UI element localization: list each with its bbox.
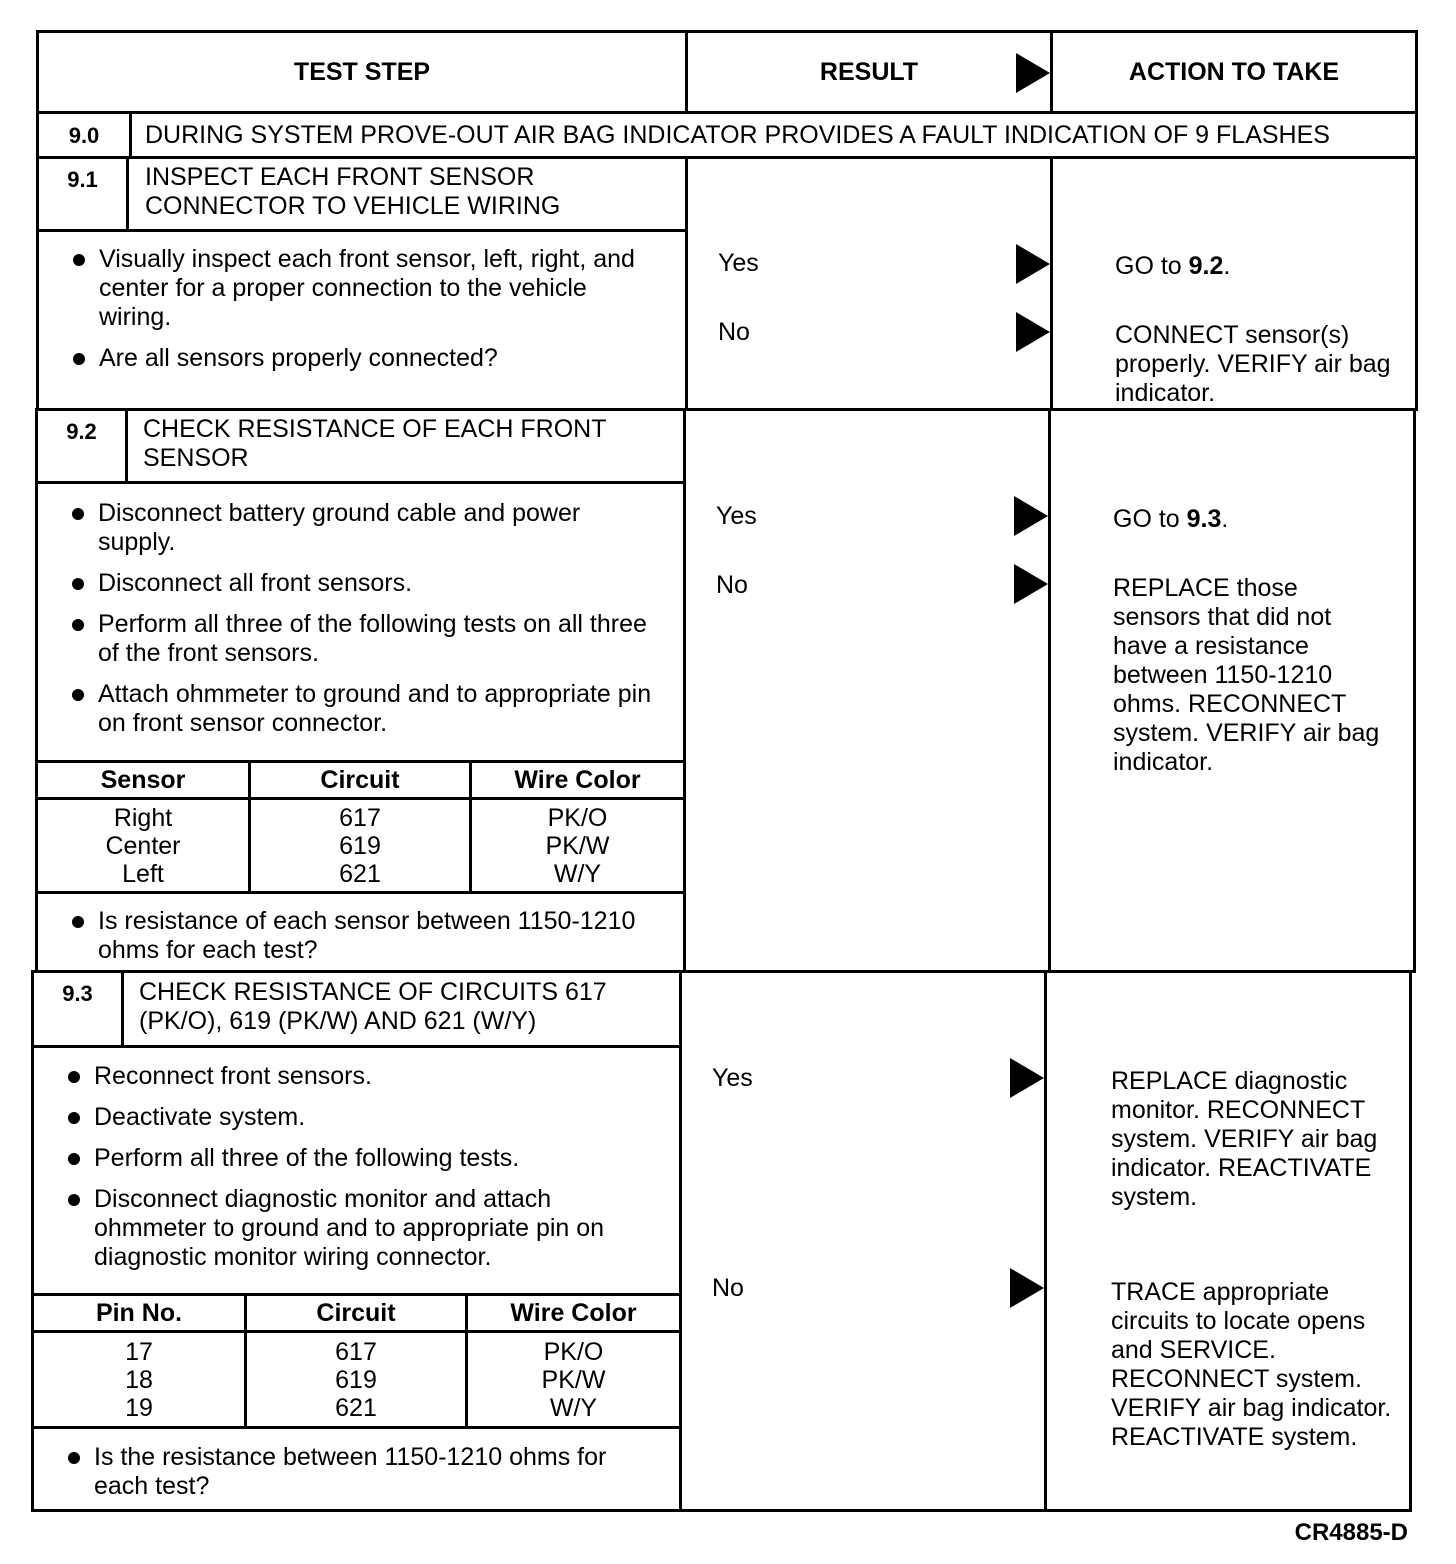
- header-action: ACTION TO TAKE: [1050, 30, 1418, 114]
- result-yes: Yes: [718, 249, 759, 277]
- question: Is resistance of each sensor between 1150-1210 ohms for each test?: [64, 907, 664, 965]
- col-header: Circuit: [250, 762, 471, 799]
- wire-color-cell: PK/O PK/W W/Y: [471, 799, 685, 893]
- circuit-cell: 617 619 621: [246, 1332, 467, 1428]
- bullet: Perform all three of the following tests on all three of the front sensors.: [64, 610, 664, 668]
- bullet: Disconnect battery ground cable and power supply.: [64, 499, 664, 557]
- bullet: Attach ohmmeter to ground and to appropriate pin on front sensor connector.: [64, 680, 664, 738]
- col-header: Pin No.: [33, 1295, 246, 1332]
- figure-id: CR4885-D: [1294, 1519, 1408, 1546]
- arrow-icon: [1016, 312, 1050, 352]
- step-title: INSPECT EACH FRONT SENSOR CONNECTOR TO VEHICLE WIRING: [145, 163, 561, 220]
- result-yes: Yes: [712, 1064, 753, 1092]
- action-yes: GO to 9.3.: [1113, 505, 1229, 533]
- step-9-2-action: [1048, 408, 1416, 973]
- result-no: No: [716, 571, 748, 599]
- bullet: Visually inspect each front sensor, left, right, and center for a proper connection to the vehicle wiring.: [65, 245, 665, 332]
- arrow-icon: [1010, 1268, 1044, 1308]
- step-9-3-action: [1044, 970, 1412, 1512]
- arrow-icon: [1016, 244, 1050, 284]
- step-9-2-result: [683, 408, 1051, 973]
- step-9-1-test: [36, 156, 688, 411]
- step-number: 9.3: [34, 973, 124, 1045]
- step-number: 9.1: [39, 159, 129, 229]
- result-yes: Yes: [716, 502, 757, 530]
- action-yes: REPLACE diagnostic monitor. RECONNECT system. VERIFY air bag indicator. REACTIVATE system.: [1111, 1067, 1378, 1211]
- sensor-table: [35, 760, 686, 894]
- col-header: Sensor: [37, 762, 250, 799]
- step-9-1-action: [1050, 156, 1418, 411]
- header-result: RESULT: [685, 30, 1053, 114]
- bullet: Perform all three of the following tests.: [60, 1144, 660, 1173]
- arrow-icon: [1016, 53, 1050, 93]
- action-no: REPLACE those sensors that did not have a resistance between 1150-1210 ohms. RECONNECT system. VERIFY air bag indicator.: [1113, 574, 1380, 776]
- step-9-3-result: [679, 970, 1047, 1512]
- step-9-0-row: [36, 111, 1418, 159]
- circuit-cell: 617 619 621: [250, 799, 471, 893]
- step-number: 9.0: [39, 114, 132, 156]
- header-test-step: TEST STEP: [36, 30, 688, 114]
- sensor-cell: Right Center Left: [37, 799, 250, 893]
- action-no: CONNECT sensor(s) properly. VERIFY air bag indicator.: [1115, 321, 1391, 407]
- bullet: Disconnect diagnostic monitor and attach ohmmeter to ground and to appropriate pin on diagnostic monitor wiring connector.: [60, 1185, 660, 1272]
- bullet: Are all sensors properly connected?: [65, 344, 665, 373]
- arrow-icon: [1014, 564, 1048, 604]
- bullet: Disconnect all front sensors.: [64, 569, 664, 598]
- bullet: Deactivate system.: [60, 1103, 660, 1132]
- wire-color-cell: PK/O PK/W W/Y: [467, 1332, 681, 1428]
- step-title: CHECK RESISTANCE OF CIRCUITS 617 (PK/O), 619 (PK/W) AND 621 (W/Y): [139, 978, 607, 1035]
- step-title: CHECK RESISTANCE OF EACH FRONT SENSOR: [143, 415, 607, 472]
- arrow-icon: [1014, 496, 1048, 536]
- pin-cell: 17 18 19: [33, 1332, 246, 1428]
- step-9-1-result: [685, 156, 1053, 411]
- question: Is the resistance between 1150-1210 ohms for each test?: [60, 1443, 660, 1501]
- pin-table: [31, 1293, 682, 1429]
- step-9-3-test: [31, 970, 682, 1512]
- col-header: Wire Color: [471, 762, 685, 799]
- step-number: 9.2: [38, 411, 128, 481]
- col-header: Wire Color: [467, 1295, 681, 1332]
- result-no: No: [712, 1274, 744, 1302]
- step-9-2-test: [35, 408, 686, 973]
- action-no: TRACE appropriate circuits to locate opens and SERVICE. RECONNECT system. VERIFY air bag indicator. REACTIVATE system.: [1111, 1278, 1392, 1451]
- action-yes: GO to 9.2.: [1115, 252, 1231, 280]
- arrow-icon: [1010, 1058, 1044, 1098]
- step-title: DURING SYSTEM PROVE-OUT AIR BAG INDICATOR PROVIDES A FAULT INDICATION OF 9 FLASHES: [145, 121, 1330, 149]
- bullet: Reconnect front sensors.: [60, 1062, 660, 1091]
- col-header: Circuit: [246, 1295, 467, 1332]
- result-no: No: [718, 318, 750, 346]
